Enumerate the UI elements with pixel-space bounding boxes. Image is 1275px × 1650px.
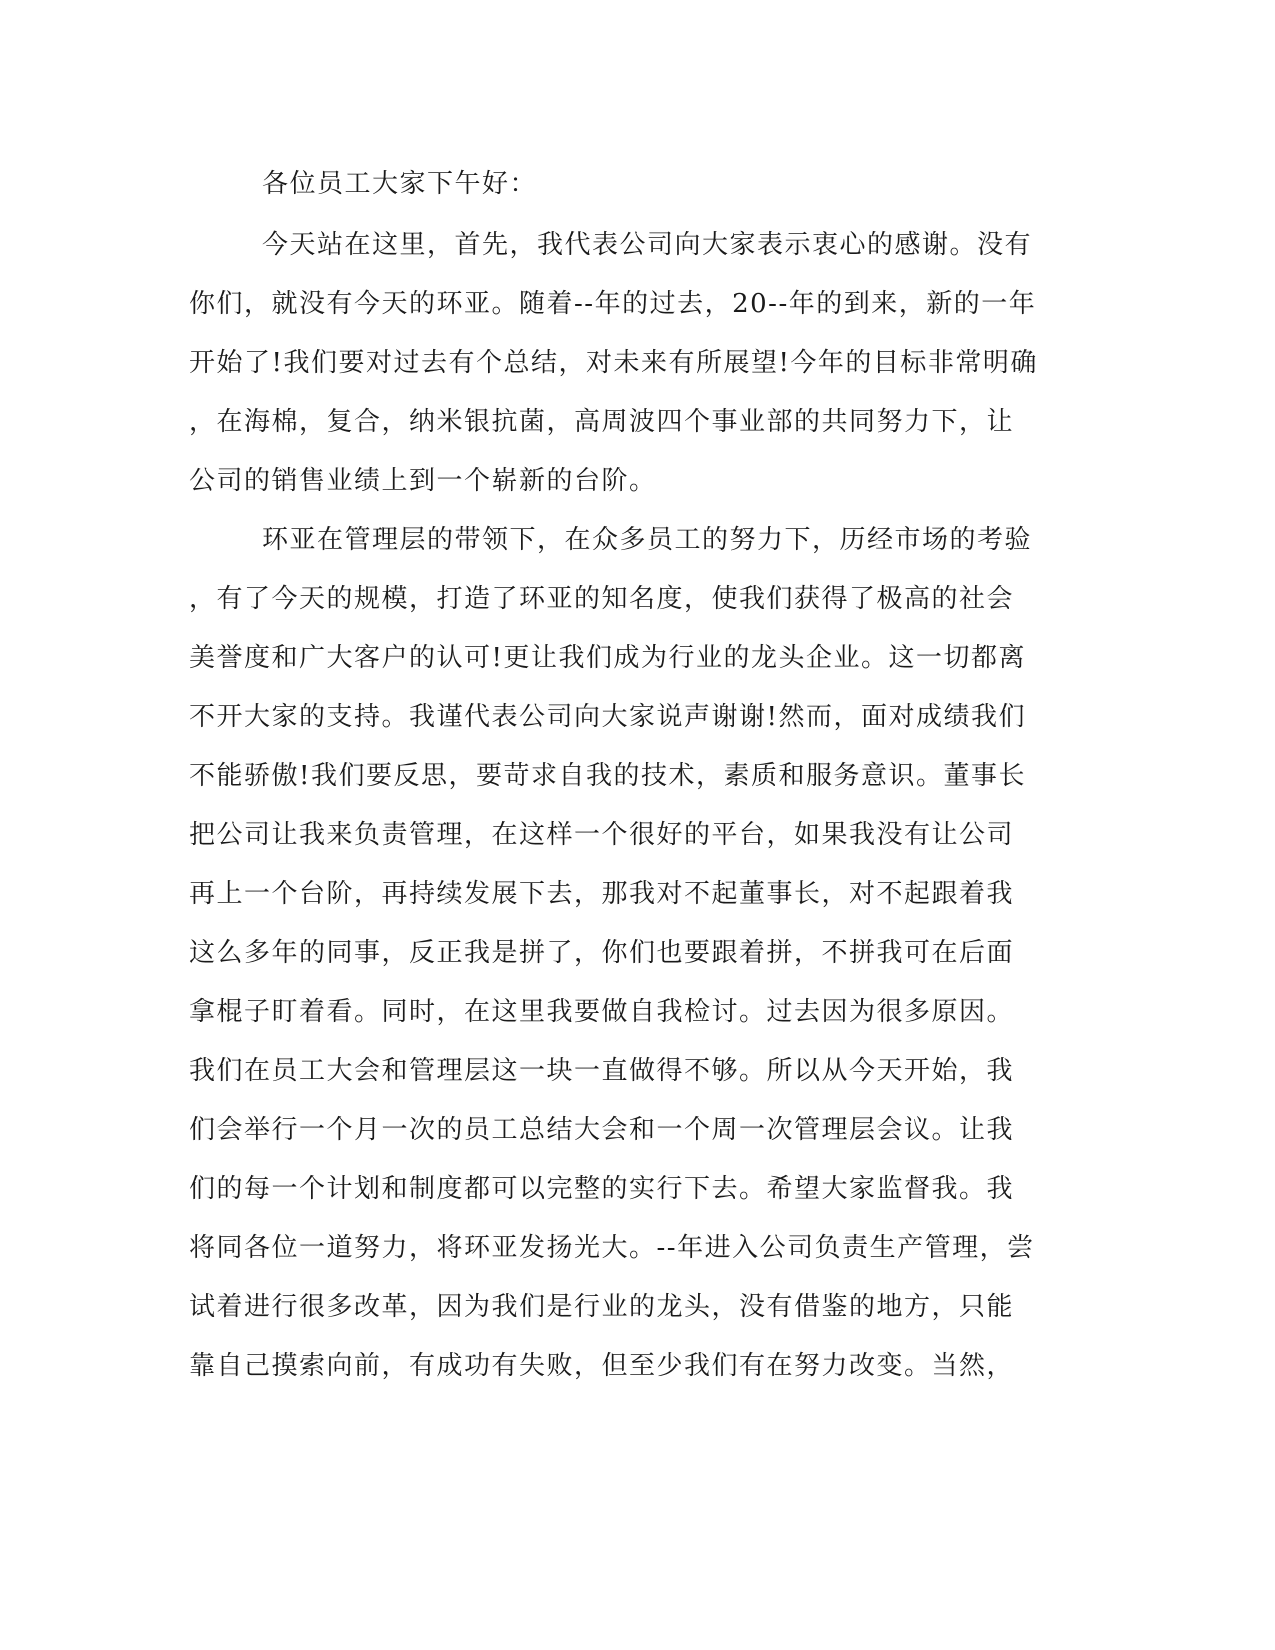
paragraph-line: 你们，就没有今天的环亚。随着--年的过去，20--年的到来，新的一年 [189,289,1037,319]
paragraph-line: 不能骄傲!我们要反思，要苛求自我的技术，素质和服务意识。董事长 [189,761,1026,791]
paragraph-line: 们会举行一个月一次的员工总结大会和一个周一次管理层会议。让我 [189,1115,1015,1145]
paragraph-line: 把公司让我来负责管理，在这样一个很好的平台，如果我没有让公司 [189,820,1015,850]
paragraph-line: ，有了今天的规模，打造了环亚的知名度，使我们获得了极高的社会 [189,584,1015,614]
paragraph-line: 再上一个台阶，再持续发展下去，那我对不起董事长，对不起跟着我 [189,879,1015,909]
paragraph-line: 我们在员工大会和管理层这一块一直做得不够。所以从今天开始，我 [189,1056,1015,1086]
paragraph-line: 将同各位一道努力，将环亚发扬光大。--年进入公司负责生产管理，尝 [189,1233,1035,1263]
paragraph-line: 环亚在管理层的带领下，在众多员工的努力下，历经市场的考验 [262,525,1033,555]
paragraph-line: 开始了!我们要对过去有个总结，对未来有所展望!今年的目标非常明确 [189,348,1038,378]
paragraph-line: 靠自己摸索向前，有成功有失败，但至少我们有在努力改变。当然， [189,1351,1015,1381]
paragraph-line: 这么多年的同事，反正我是拼了，你们也要跟着拼，不拼我可在后面 [189,938,1015,968]
greeting-line: 各位员工大家下午好： [262,169,538,199]
paragraph-line: 公司的销售业绩上到一个崭新的台阶。 [189,466,657,496]
paragraph-line: 们的每一个计划和制度都可以完整的实行下去。希望大家监督我。我 [189,1174,1015,1204]
paragraph-line: 美誉度和广大客户的认可!更让我们成为行业的龙头企业。这一切都离 [189,643,1026,673]
paragraph-line: 拿棍子盯着看。同时，在这里我要做自我检讨。过去因为很多原因。 [189,997,1015,1027]
paragraph-line: 不开大家的支持。我谨代表公司向大家说声谢谢!然而，面对成绩我们 [189,702,1026,732]
paragraph-line: 今天站在这里，首先，我代表公司向大家表示衷心的感谢。没有 [262,230,1033,260]
paragraph-line: ，在海棉，复合，纳米银抗菌，高周波四个事业部的共同努力下，让 [189,407,1015,437]
paragraph-line: 试着进行很多改革，因为我们是行业的龙头，没有借鉴的地方，只能 [189,1292,1015,1322]
